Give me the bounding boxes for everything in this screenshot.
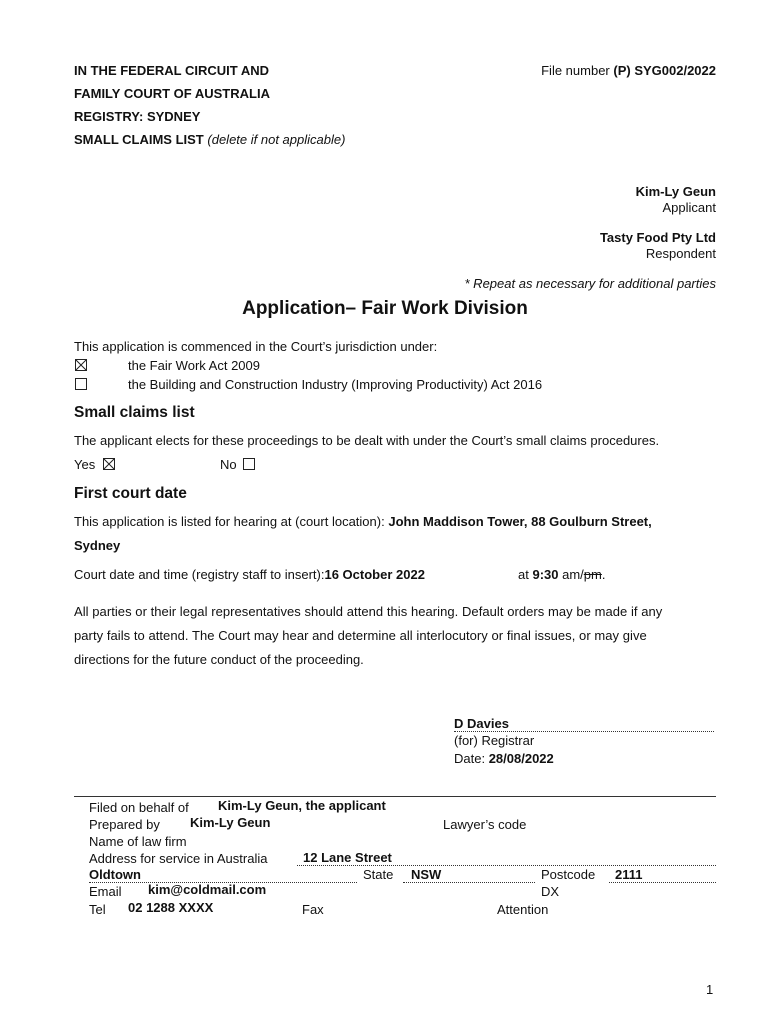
registrar-date-label: Date:: [454, 751, 486, 766]
building-construction-act-label: the Building and Construction Industry (Improving Productivity) Act 2016: [128, 377, 543, 392]
postcode-label: Postcode: [541, 867, 596, 882]
state-label: State: [363, 867, 394, 882]
yes-checkbox[interactable]: [103, 458, 115, 470]
checked-cross-icon: [104, 459, 114, 469]
filed-on-behalf-label: Filed on behalf of: [89, 800, 189, 815]
applicant-name: Kim-Ly Geun: [635, 184, 716, 199]
am-label: am/: [562, 567, 584, 582]
registry: REGISTRY: SYDNEY: [74, 109, 201, 124]
yes-label: Yes: [74, 457, 96, 472]
court-date-label: Court date and time (registry staff to insert):: [74, 567, 325, 582]
file-number-label: File number: [541, 63, 610, 78]
registrar-date: [454, 751, 554, 766]
jurisdiction-intro: This application is commenced in the Court’s jurisdiction under:: [74, 339, 438, 354]
registrar-signature-line: [454, 731, 714, 732]
address-field-line: [297, 865, 716, 866]
registrar-date-value: 28/08/2022: [488, 751, 554, 766]
dx-label: DX: [541, 884, 560, 899]
fax-label: Fax: [302, 902, 324, 917]
file-number: [541, 63, 716, 78]
postcode-field-line: [609, 882, 716, 883]
small-claims-list-header: [74, 132, 345, 147]
attendance-text-line3: directions for the future conduct of the proceeding.: [74, 652, 364, 667]
building-construction-act-checkbox[interactable]: [75, 378, 87, 390]
period: .: [601, 567, 606, 582]
address-label: Address for service in Australia: [89, 851, 268, 866]
email-value: kim@coldmail.com: [148, 882, 267, 897]
court-name-line2: FAMILY COURT OF AUSTRALIA: [74, 86, 270, 101]
court-time: [518, 567, 605, 582]
hearing-location-value-line2: Sydney: [74, 538, 121, 553]
suburb-value: Oldtown: [89, 867, 141, 882]
registrar-name: D Davies: [454, 716, 509, 731]
at-label: at: [518, 567, 529, 582]
first-court-date-heading: First court date: [74, 485, 187, 502]
address-value: 12 Lane Street: [303, 850, 392, 865]
small-claims-note: (delete if not applicable): [207, 132, 346, 147]
small-claims-heading: Small claims list: [74, 404, 195, 421]
file-number-value: (P) SYG002/2022: [613, 63, 716, 78]
court-date-line: [74, 567, 425, 582]
respondent-role: Respondent: [645, 246, 716, 261]
tel-label: Tel: [89, 902, 106, 917]
tel-value: 02 1288 XXXX: [128, 900, 214, 915]
court-name-line1: IN THE FEDERAL CIRCUIT AND: [74, 63, 269, 78]
page-number: 1: [706, 982, 714, 997]
applicant-role: Applicant: [662, 200, 716, 215]
lawyers-code-label: Lawyer’s code: [443, 817, 527, 832]
attendance-text-line1: All parties or their legal representatives should attend this hearing. Default orders may be made if any: [74, 604, 663, 619]
small-claims-text: The applicant elects for these proceedings to be dealt with under the Court’s small claims procedures.: [74, 433, 660, 448]
court-time-value: 9:30: [532, 567, 559, 582]
no-label: No: [220, 457, 237, 472]
state-field-line: [403, 882, 535, 883]
checked-cross-icon: [76, 360, 86, 370]
no-checkbox[interactable]: [243, 458, 255, 470]
respondent-name: Tasty Food Pty Ltd: [599, 230, 716, 245]
filing-section-divider: [74, 796, 716, 797]
fair-work-act-label: the Fair Work Act 2009: [128, 358, 260, 373]
hearing-location-value: John Maddison Tower, 88 Goulburn Street,: [388, 514, 652, 529]
pm-label: pm: [583, 567, 602, 582]
hearing-location-line: [74, 514, 652, 529]
page-title: Application– Fair Work Division: [242, 298, 528, 319]
repeat-note: * Repeat as necessary for additional parties: [464, 276, 716, 291]
attention-label: Attention: [497, 902, 549, 917]
attendance-text-line2: party fails to attend. The Court may hear and determine all interlocutory or final issues, or may give: [74, 628, 647, 643]
fair-work-act-checkbox[interactable]: [75, 359, 87, 371]
small-claims-label: SMALL CLAIMS LIST: [74, 132, 204, 147]
filed-on-behalf-value: Kim-Ly Geun, the applicant: [218, 798, 386, 813]
hearing-location-label: This application is listed for hearing at (court location):: [74, 514, 385, 529]
state-value: NSW: [411, 867, 442, 882]
law-firm-label: Name of law firm: [89, 834, 187, 849]
prepared-by-label: Prepared by: [89, 817, 160, 832]
postcode-value: 2111: [615, 867, 643, 882]
court-date-value: 16 October 2022: [324, 567, 425, 582]
prepared-by-value: Kim-Ly Geun: [190, 815, 271, 830]
registrar-role: (for) Registrar: [454, 733, 535, 748]
email-label: Email: [89, 884, 122, 899]
